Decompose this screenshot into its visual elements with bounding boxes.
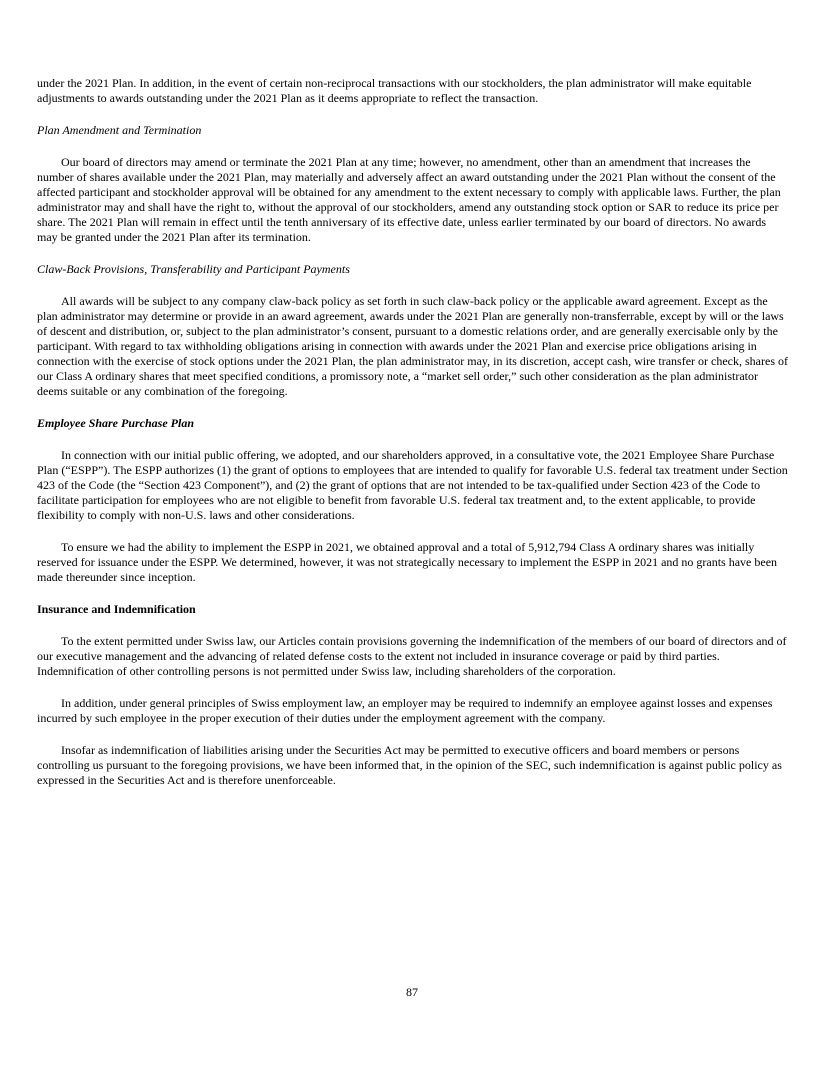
continuation-paragraph: under the 2021 Plan. In addition, in the event of certain non-reciprocal transactions with our stockholders, the plan administrator will make equitable adjustments to awards outstanding under the 2021 Plan as it deems appropriate to reflect the transaction. xyxy=(37,76,752,105)
document-page xyxy=(37,76,789,805)
claw-back-heading: Claw-Back Provisions, Transferability and Participant Payments xyxy=(37,262,350,276)
plan-amendment-paragraph: Our board of directors may amend or terminate the 2021 Plan at any time; however, no amendment, other than an amendment that increases the number of shares available under the 2021 Plan, may materially and adversely affect an award outstanding under the 2021 Plan without the consent of the affected participant and stockholder approval will be obtained for any amendment to the extent necessary to comply with applicable laws. Further, the plan administrator may and shall have the right to, without the approval of our stockholders, amend any outstanding stock option or SAR to reduce its price per share. The 2021 Plan will remain in effect until the tenth anniversary of its effective date, unless earlier terminated by our board of directors. No awards may be granted under the 2021 Plan after its termination. xyxy=(37,155,781,244)
insurance-paragraph-3: Insofar as indemnification of liabilities arising under the Securities Act may be permitted to executive officers and board members or persons controlling us pursuant to the foregoing provisions, we have been informed that, in the opinion of the SEC, such indemnification is against public policy as expressed in the Securities Act and is therefore unenforceable. xyxy=(37,743,782,787)
page-number: 87 xyxy=(406,985,418,999)
insurance-paragraph-1: To the extent permitted under Swiss law, our Articles contain provisions governing the indemnification of the members of our board of directors and of our executive management and the advancing of related defense costs to the extent not included in insurance coverage or paid by third parties. Indemnification of other controlling persons is not permitted under Swiss law, including shareholders of the corporation. xyxy=(37,634,787,678)
espp-paragraph-1: In connection with our initial public offering, we adopted, and our shareholders approved, in a consultative vote, the 2021 Employee Share Purchase Plan (“ESPP”). The ESPP authorizes (1) the grant of options to employees that are intended to qualify for favorable U.S. federal tax treatment under Section 423 of the Code (the “Section 423 Component”), and (2) the grant of options that are not intended to be tax-qualified under Section 423 of the Code to facilitate participation for employees who are not eligible to benefit from favorable U.S. federal tax treatment and, to the extent applicable, to provide flexibility to comply with non-U.S. laws and other considerations. xyxy=(37,448,788,522)
claw-back-paragraph: All awards will be subject to any company claw-back policy as set forth in such claw-back policy or the applicable award agreement. Except as the plan administrator may determine or provide in an award agreement, awards under the 2021 Plan are generally non-transferrable, except by will or the laws of descent and distribution, or, subject to the plan administrator’s consent, pursuant to a domestic relations order, and are generally exercisable only by the participant. With regard to tax withholding obligations arising in connection with awards under the 2021 Plan and exercise price obligations arising in connection with the exercise of stock options under the 2021 Plan, the plan administrator may, in its discretion, accept cash, wire transfer or check, shares of our Class A ordinary shares that meet specified conditions, a promissory note, a “market sell order,” such other consideration as the plan administrator deems suitable or any combination of the foregoing. xyxy=(37,294,788,398)
insurance-heading: Insurance and Indemnification xyxy=(37,602,196,616)
insurance-paragraph-2: In addition, under general principles of Swiss employment law, an employer may be required to indemnify an employee against losses and expenses incurred by such employee in the proper execution of their duties under the employment agreement with the company. xyxy=(37,696,773,725)
espp-paragraph-2: To ensure we had the ability to implement the ESPP in 2021, we obtained approval and a total of 5,912,794 Class A ordinary shares was initially reserved for issuance under the ESPP. We determined, however, it was not strategically necessary to implement the ESPP in 2021 and no grants have been made thereunder since inception. xyxy=(37,540,778,584)
plan-amendment-heading: Plan Amendment and Termination xyxy=(37,123,202,137)
espp-heading: Employee Share Purchase Plan xyxy=(37,416,195,430)
